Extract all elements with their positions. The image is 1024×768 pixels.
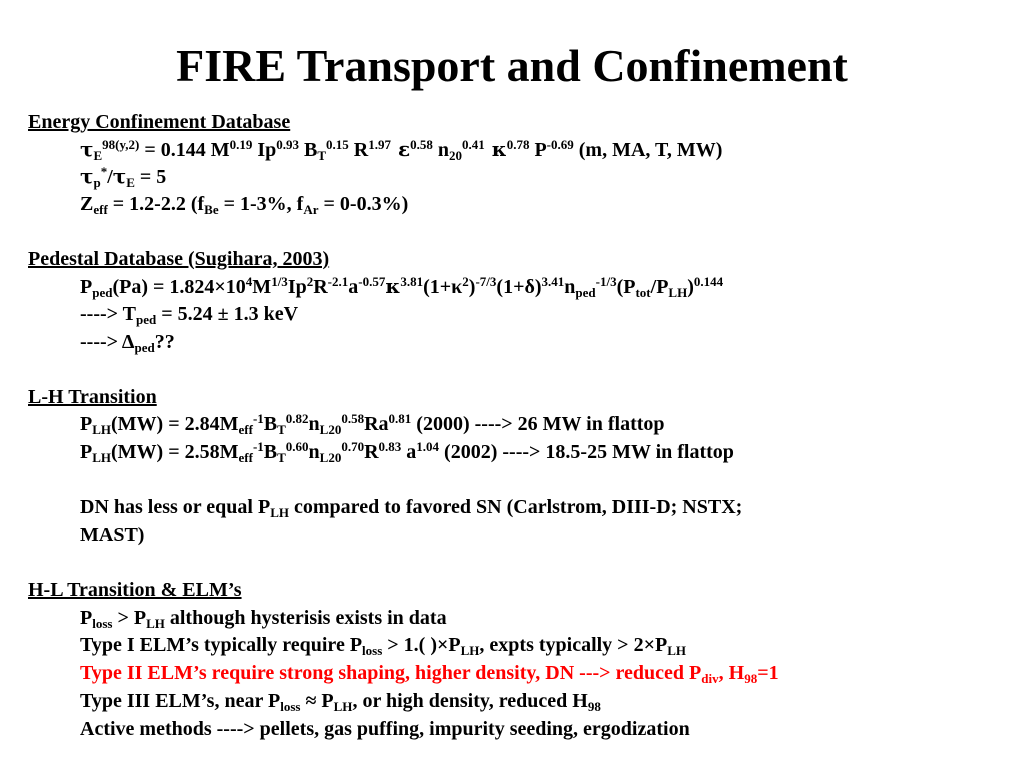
taup-ratio-line: $\tau_p^*/\tau_E = 5$ — [80, 163, 167, 190]
plh-2002-line: $P_{LH}(MW) = 2.58M_{eff}^{-1}B_T^{0.60}n_{L20}^{0.70}R^{0.83}$ $a^{1.04}$ (2002) ----> 18.5-25 MW in flattop — [80, 438, 734, 465]
section-heading-lh-transition: L-H Transition — [28, 386, 157, 408]
section-heading-hl-transition-elms: H-L Transition & ELM’s — [28, 579, 242, 601]
type-i-elm-line: Type I ELM’s typically require $P_{loss} > 1$.( )$\times P_{LH}$, expts typically > $2\times P_{LH}$ — [80, 634, 686, 658]
section-heading-pedestal-database: Pedestal Database (Sugihara, 2003) — [28, 248, 330, 270]
pped-scaling-line: $P_{ped}(Pa) = 1.824\times 10^4M^{1/3}Ip^2R^{-2.1}a^{-0.57}\kappa^{3.81}(1+\kappa^2)^{-7/3}(1+\delta)^{3.41}n_{ped}^{-1/3}(P_{tot}/P_{LH})^{0.144}$ — [80, 273, 724, 300]
zeff-line: $Z_{eff} = 1.2-2.2$ ($f_{Be} = 1-3\%$, $f_{Ar} = 0-0.3\%$) — [80, 193, 409, 217]
dn-comparison-line: DN has less or equal $P_{LH}$ compared to favored SN (Carlstrom, DIII-D; NSTX; — [80, 496, 743, 520]
plh-2000-line: $P_{LH}(MW) = 2.84M_{eff}^{-1}B_T^{0.82}n_{L20}^{0.58}Ra^{0.81}$ (2000) ----> 26 MW in flattop — [80, 410, 665, 437]
active-methods-line: Active methods ----> pellets, gas puffing, impurity seeding, ergodization — [80, 718, 690, 740]
dn-comparison-line-cont: MAST) — [80, 524, 145, 546]
section-heading-energy-confinement: Energy Confinement Database — [28, 111, 291, 133]
tped-line: ----> $T_{ped} = 5.24 \pm 1.3$ keV — [80, 303, 299, 327]
delta-ped-line: ----> $\Delta_{ped}$?? — [80, 331, 175, 355]
slide-title: FIRE Transport and Confinement — [176, 40, 848, 91]
ploss-line: $P_{loss} > P_{LH}$ although hysterisis exists in data — [80, 607, 447, 631]
type-ii-elm-line: Type II ELM’s require strong shaping, higher density, DN ---> reduced $P_{div}$, $H_{98}=1$ — [80, 662, 779, 686]
type-iii-elm-line: Type III ELM’s, near $P_{loss} \approx P_{LH}$, or high density, reduced $H_{98}$ — [80, 690, 601, 714]
tauE-scaling-line: $\tau_E^{98(y,2)} = 0.144$ $M^{0.19}$ $Ip^{0.93}$ $B_T^{0.15}$ $R^{1.97}$ $\varepsilon^{0.58}$ $n_{20}^{0.41}$ $\kappa^{0.78}$ $P^{-0.69}$ (m, MA, T, MW) — [80, 136, 723, 163]
